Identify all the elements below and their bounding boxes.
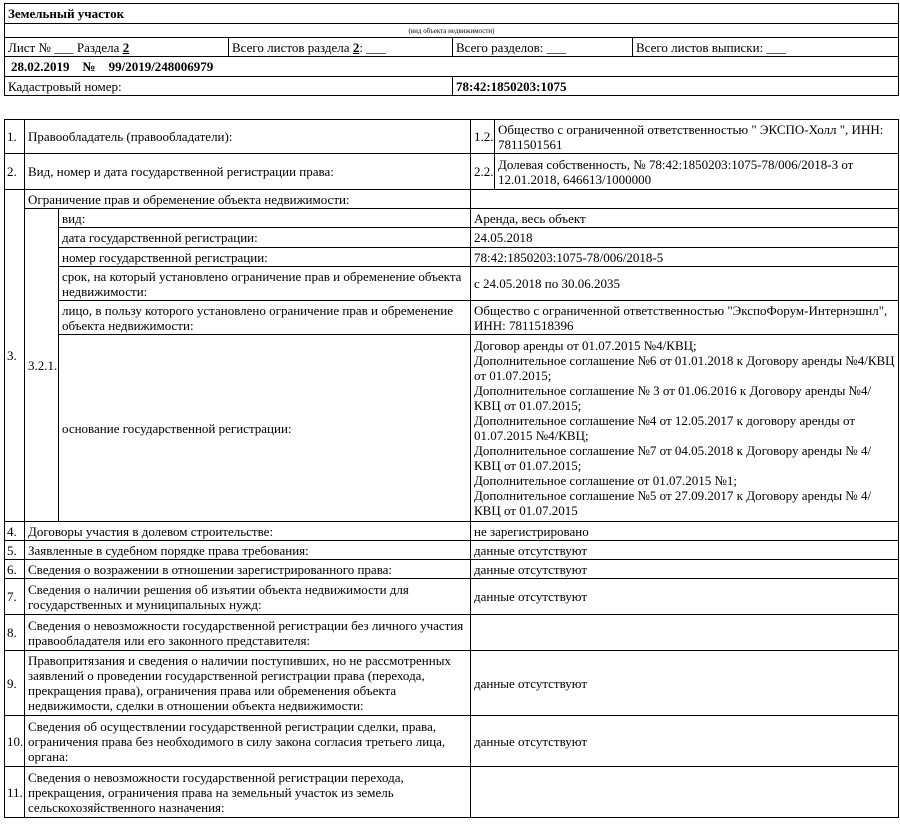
basis-line: Дополнительное соглашение №5 от 27.09.2017 к Договору аренды № 4/КВЦ от 01.07.2015 bbox=[474, 488, 872, 518]
row-label: Сведения о невозможности государственной регистрации перехода, прекращения, ограничения права на земельный участок из земель сельскохозяйственного назначения: bbox=[25, 767, 471, 818]
item-value: с 24.05.2018 по 30.06.2035 bbox=[471, 267, 899, 301]
total-sheets-section-value: 2 bbox=[352, 39, 360, 55]
total-sheets-section-cell bbox=[229, 38, 453, 57]
row-value: данные отсутствуют bbox=[471, 541, 899, 560]
total-sheets-section-label: Всего листов раздела bbox=[232, 39, 350, 55]
row-label: Правопритязания и сведения о наличии поступивших, но не рассмотренных заявлений о проведении государственной регистрации права (перехода, прекращения права), ограничения права или обременения объекта недвижимости, сделки в отношении объекта недвижимости: bbox=[25, 651, 471, 716]
row-subnumber: 1.2. bbox=[471, 120, 495, 154]
row-number: 11. bbox=[5, 767, 25, 818]
row-number: 7. bbox=[5, 579, 25, 615]
row-label: Вид, номер и дата государственной регистрации права: bbox=[25, 154, 471, 190]
row-label: Сведения о наличии решения об изъятии объекта недвижимости для государственных и муниципальных нужд: bbox=[25, 579, 471, 615]
encumbrance-table bbox=[4, 119, 899, 818]
table-row bbox=[5, 579, 899, 615]
row-value: данные отсутствуют bbox=[471, 579, 899, 615]
basis-line: Дополнительное соглашение от 01.07.2015 №1; bbox=[474, 473, 737, 488]
item-label: срок, на который установлено ограничение прав и обременение объекта недвижимости: bbox=[59, 267, 471, 301]
row-number: 3. bbox=[5, 190, 25, 522]
row-label: Сведения об осуществлении государственной регистрации сделки, права, ограничения права без необходимого в силу закона согласия третьего лица, органа: bbox=[25, 716, 471, 767]
row-value bbox=[471, 615, 899, 651]
row-number: 2. bbox=[5, 154, 25, 190]
section-label: Раздела bbox=[76, 39, 120, 55]
item-value: Общество с ограниченной ответственностью "ЭкспоФорум-Интернэшнл", ИНН: 7811518396 bbox=[471, 301, 899, 335]
basis-label: основание государственной регистрации: bbox=[59, 335, 471, 522]
row-value: данные отсутствуют bbox=[471, 716, 899, 767]
table-row bbox=[5, 267, 899, 301]
total-sheets-extract-label: Всего листов выписки: bbox=[636, 39, 764, 55]
table-row bbox=[5, 248, 899, 267]
total-sections-label: Всего разделов: bbox=[456, 39, 544, 55]
total-sheets-extract-value: ___ bbox=[766, 39, 786, 55]
table-row bbox=[5, 154, 899, 190]
table-row bbox=[5, 522, 899, 541]
row-value: не зарегистрировано bbox=[471, 522, 899, 541]
item-value: 78:42:1850203:1075-78/006/2018-5 bbox=[471, 248, 899, 267]
row-label: Договоры участия в долевом строительстве: bbox=[25, 522, 471, 541]
extract-number: 99/2019/248006979 bbox=[108, 59, 214, 74]
row-value bbox=[471, 767, 899, 818]
table-row bbox=[5, 228, 899, 248]
row-number: 10. bbox=[5, 716, 25, 767]
table-row bbox=[5, 560, 899, 579]
table-row bbox=[5, 716, 899, 767]
number-sign: № bbox=[82, 59, 96, 74]
object-type: Земельный участок bbox=[5, 4, 899, 24]
total-sections-cell bbox=[453, 38, 633, 57]
basis-value bbox=[471, 335, 899, 522]
table-row bbox=[5, 209, 899, 228]
item-value: 24.05.2018 bbox=[471, 228, 899, 248]
table-row bbox=[5, 190, 899, 209]
cadastral-label: Кадастровый номер: bbox=[5, 77, 453, 96]
row-number: 4. bbox=[5, 522, 25, 541]
table-row bbox=[5, 767, 899, 818]
section-value: 2 bbox=[122, 39, 130, 55]
total-sections-value: ___ bbox=[546, 39, 567, 55]
object-type-caption: (вид объекта недвижимости) bbox=[5, 24, 899, 38]
extract-date: 28.02.2019 bbox=[11, 59, 70, 74]
basis-line: Дополнительное соглашение №7 от 04.05.2018 к Договору аренды № 4/КВЦ от 01.07.2015; bbox=[474, 443, 872, 473]
extract-date-number bbox=[5, 57, 899, 77]
row-label: Сведения о возражении в отношении зарегистрированного права: bbox=[25, 560, 471, 579]
row-label: Ограничение прав и обременение объекта недвижимости: bbox=[25, 190, 471, 209]
total-sheets-extract-cell bbox=[633, 38, 899, 57]
cadastral-value: 78:42:1850203:1075 bbox=[453, 77, 899, 96]
table-row bbox=[5, 615, 899, 651]
basis-line: Дополнительное соглашение № 3 от 01.06.2016 к Договору аренды №4/КВЦ от 01.07.2015; bbox=[474, 383, 872, 413]
row-number: 9. bbox=[5, 651, 25, 716]
item-label: номер государственной регистрации: bbox=[59, 248, 471, 267]
row-label: Заявленные в судебном порядке права требования: bbox=[25, 541, 471, 560]
row-value: данные отсутствуют bbox=[471, 560, 899, 579]
table-row bbox=[5, 301, 899, 335]
sheet-section-cell bbox=[5, 38, 229, 57]
extract-header-table bbox=[4, 3, 899, 96]
basis-line: Дополнительное соглашение №6 от 01.01.2018 к Договору аренды №4/КВЦ от 01.07.2015; bbox=[474, 353, 895, 383]
row-number: 6. bbox=[5, 560, 25, 579]
basis-line: Дополнительное соглашение №4 от 12.05.2017 к договору аренды от 01.07.2015 №4/КВЦ; bbox=[474, 413, 856, 443]
table-row bbox=[5, 541, 899, 560]
table-row bbox=[5, 335, 899, 522]
row-number: 1. bbox=[5, 120, 25, 154]
row-number: 8. bbox=[5, 615, 25, 651]
row-label: Правообладатель (правообладатели): bbox=[25, 120, 471, 154]
row-value: Общество с ограниченной ответственностью " ЭКСПО-Холл ", ИНН: 7811501561 bbox=[495, 120, 899, 154]
basis-line: Договор аренды от 01.07.2015 №4/КВЦ; bbox=[474, 338, 697, 353]
row-number: 5. bbox=[5, 541, 25, 560]
row-subnumber: 3.2.1. bbox=[25, 209, 59, 522]
table-row bbox=[5, 120, 899, 154]
row-value: данные отсутствуют bbox=[471, 651, 899, 716]
row-value: Долевая собственность, № 78:42:1850203:1075-78/006/2018-3 от 12.01.2018, 646613/1000000 bbox=[495, 154, 899, 190]
row-subnumber: 2.2. bbox=[471, 154, 495, 190]
item-value: Аренда, весь объект bbox=[471, 209, 899, 228]
sheet-value: ___ bbox=[54, 39, 74, 55]
item-label: вид: bbox=[59, 209, 471, 228]
total-sheets-section-suffix: : ___ bbox=[359, 39, 386, 55]
item-label: дата государственной регистрации: bbox=[59, 228, 471, 248]
row-label: Сведения о невозможности государственной регистрации без личного участия правообладателя или его законного представителя: bbox=[25, 615, 471, 651]
row-value-empty bbox=[471, 190, 899, 209]
item-label: лицо, в пользу которого установлено ограничение прав и обременение объекта недвижимости: bbox=[59, 301, 471, 335]
sheet-label: Лист № bbox=[8, 39, 51, 55]
table-row bbox=[5, 651, 899, 716]
